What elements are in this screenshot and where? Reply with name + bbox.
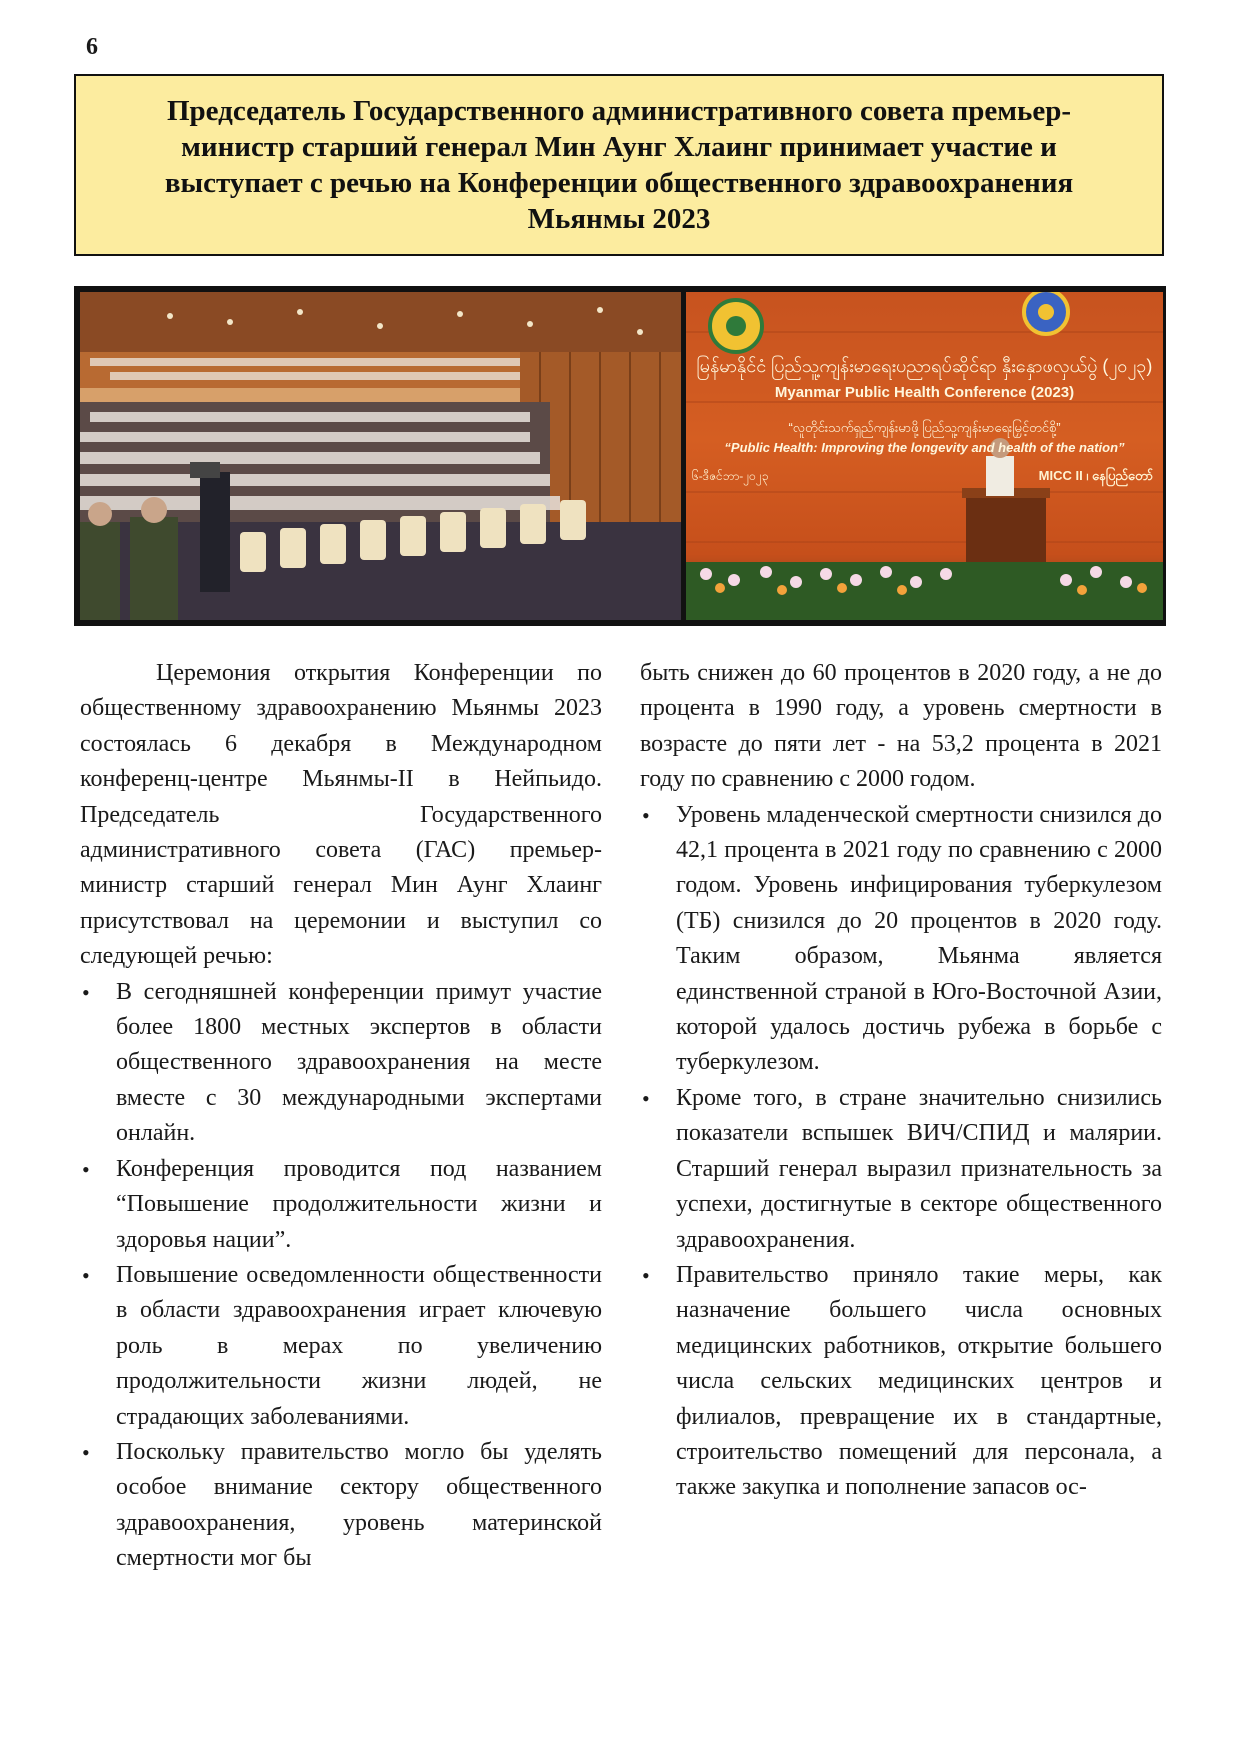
speech-photo [686,292,1163,620]
photo-strip [74,286,1166,626]
stage-illustration [686,292,1163,620]
banner-burmese-title: မြန်မာနိုင်ငံ ပြည်သူ့ကျန်းမာရေးပညာရပ်ဆိုင်ရာ နှီးနှောဖလှယ်ပွဲ (၂၀၂၃) [696,356,1153,376]
right-bullet-list [640,798,1162,1506]
banner-english-title: Myanmar Public Health Conference (2023) [774,384,1075,401]
bullet-item: • В сегодняшней конференции примут участие более 1800 местных экспертов в области общественного здравоохранения на месте вместе с 30 международными экспертами онлайн. [80,975,602,1152]
banner-english-slogan: “Public Health: Improving the longevity and health of the nation” [724,440,1125,455]
banner-burmese-slogan: “လူတိုင်းသက်ရှည်ကျန်းမာဖို့ ပြည်သူ့ကျန်းမာရေးမြှင့်တင်စို့” [788,420,1061,435]
left-bullet-list [80,975,602,1577]
right-column [640,656,1162,1506]
bullet-item: • Уровень младенческой смертности снизился до 42,1 процента в 2021 году по сравнению с 2000 годом. Уровень инфицирования туберкулезом (ТБ) снизился до 20 процентов в 2020 году. Таким образом, Мьянма является единственной страной в Юго-Восточной Азии, которой удалось достичь рубежа в борьбе с туберкулезом. [640,798,1162,1081]
page-number: 6 [86,34,98,60]
bullet-item: • Кроме того, в стране значительно снизились показатели вспышек ВИЧ/СПИД и малярии. Старший генерал выразил признательность за успехи, достигнутые в секторе общественного здравоохранения. [640,1081,1162,1258]
bullet-item: • Повышение осведомленности общественности в области здравоохранения играет ключевую роль в мерах по увеличению продолжительности жизни людей, не страдающих заболеваниями. [80,1258,602,1435]
bullet-item: • Поскольку правительство могло бы уделять особое внимание сектору общественного здравоохранения, уровень материнской смертности мог бы [80,1435,602,1577]
bullet-item: • Конференция проводится под названием “Повышение продолжительности жизни и здоровья нации”. [80,1152,602,1258]
auditorium-illustration [80,292,681,620]
intro-paragraph: Церемония открытия Конференции по общественному здравоохранению Мьянмы 2023 состоялась 6 декабря в Международном конференц-центре Мьянмы-II в Нейпьидо. Председатель Государственного административного совета (ГАС) премьер-министр старший генерал Мин Аунг Хлаинг присутствовал на церемонии и выступил со следующей речью: [80,660,602,970]
left-column [80,656,602,1577]
headline: Председатель Государственного административного совета премьер-министр старший генерал Мин Аунг Хлаинг принимает участие и выступает с речью на Конференции общественного здравоохранения Мьянмы 2023 [164,95,1074,235]
continuation-paragraph: быть снижен до 60 процентов в 2020 году, а не до процента в 1990 году, а уровень смертности в возрасте до пяти лет - на 53,2 процента в 2021 году по сравнению с 2000 годом. [640,660,1162,793]
bullet-item: • Правительство приняло такие меры, как назначение большего числа основных медицинских работников, открытие большего числа сельских медицинских центров и филиалов, превращение их в стандартные, строительство помещений для персонала, а также закупка и пополнение запасов ос- [640,1258,1162,1506]
auditorium-photo [80,292,681,620]
banner-date: ၆-ဒီဇင်ဘာ-၂၀၂၃ [692,469,769,483]
banner-venue: MICC II ၊ နေပြည်တော် [1038,468,1153,483]
headline-box [74,74,1164,256]
